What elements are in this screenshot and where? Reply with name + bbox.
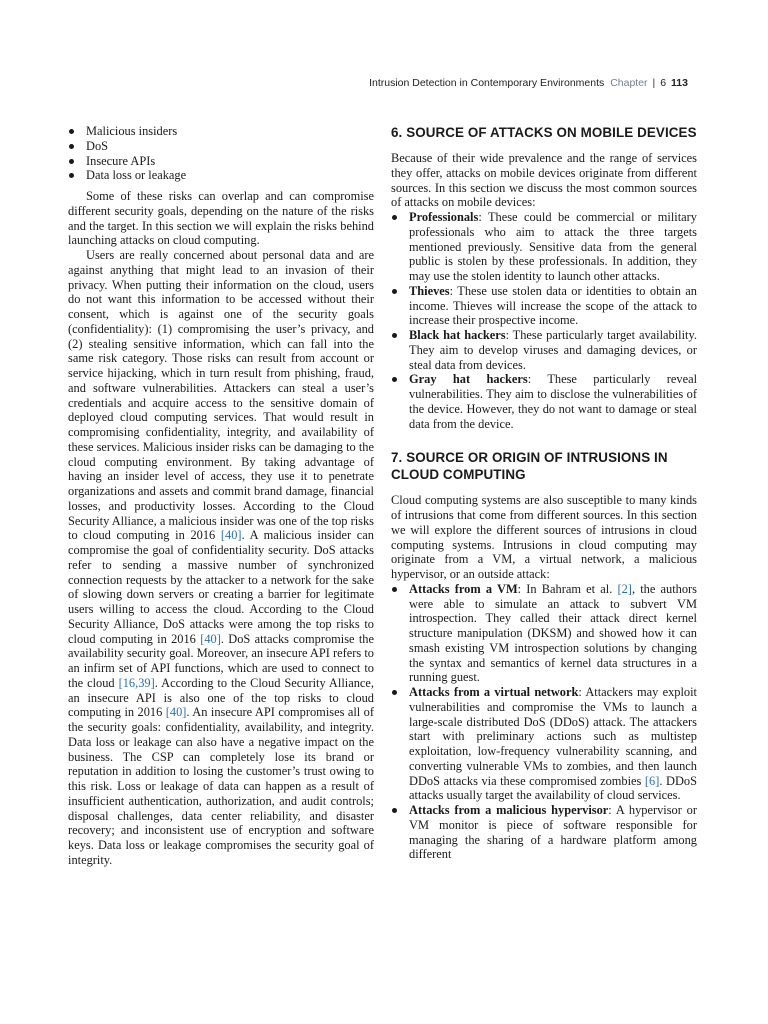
list-item-text: : These could be commercial or military professionals who aim to attack the three targets mentioned previously. Sensitive data from the general public is stolen by these professionals. In addition, they may use the stolen identity to launch other attacks. <box>409 210 697 283</box>
list-item <box>68 168 374 183</box>
citation-link[interactable]: [40] <box>220 528 242 543</box>
list-item <box>68 154 374 169</box>
list-item-term: Gray hat hackers <box>409 372 528 387</box>
bullet-icon <box>392 690 397 695</box>
list-item <box>391 210 697 284</box>
text-run: Users are really concerned about personal data and are against anything that might lead to an invasion of their privacy. When putting their information on the cloud, users do not want this information to be accessed without their consent, which is against one of the security goals (confidentiality): (1) compromising the user’s privacy, and (2) stealing sensitive information, which can fall into the same risk category. Those risks can result from account or service hijacking, which in turn result from phishing, fraud, and software vulnerabilities. Attackers can steal a user’s credentials and acquire access to the sensitive domain of deployed cloud computing services. That would result in compromising confidentiality, integrity, and availability of these services. Malicious insider risks can be damaging to the cloud computing environment. By taking advantage of having an insider level of access, they use it to penetrate organizations and assets and commit brand damage, financial losses, and productivity losses. According to the Cloud Security Alliance, a malicious insider was one of the top risks to cloud computing in 2016 <box>68 248 374 543</box>
citation-link[interactable]: [6] <box>644 773 660 788</box>
paragraph-risk-details <box>68 248 374 868</box>
header-separator: | <box>652 77 656 89</box>
bullet-icon <box>392 289 397 294</box>
mobile-attack-sources-list <box>391 210 697 431</box>
citation-link[interactable]: [40] <box>200 631 221 646</box>
bullet-icon <box>392 587 397 592</box>
page-number: 113 <box>671 77 688 89</box>
bullet-icon <box>69 129 74 134</box>
left-column <box>68 124 374 868</box>
right-column <box>391 124 697 862</box>
text-run: . DoS attacks compromise the availability security goal. Moreover, an insecure API refers to an infirm set of API functions, which are used to connect to the cloud <box>68 631 374 690</box>
bullet-icon <box>69 144 74 149</box>
list-item-term: Attacks from a virtual network <box>409 685 579 699</box>
list-item-text: : These use stolen data or identities to obtain an income. Thieves will increase the scope of the attack to increase their prospective income. <box>409 283 697 328</box>
text-run: : A hypervisor or VM monitor is piece of software responsible for managing the sharing of a hardware platform among different <box>409 803 697 862</box>
bullet-icon <box>69 173 74 178</box>
book-title: Intrusion Detection in Contemporary Environments <box>369 77 605 89</box>
list-item-text: Malicious insiders <box>86 124 178 138</box>
text-run: , the authors were able to simulate an attack to subvert VM introspection. They called their attack direct kernel structure manipulation (DKSM) and showed how it can smash existing VM introspection solutions by changing the syntax and semantics of kernel data structures in a running guest. <box>409 581 697 685</box>
list-item-text: : These particularly reveal vulnerabilities. They aim to disclose the vulnerabilities of the device. However, they do not want to damage or steal data from the device. <box>409 372 698 431</box>
list-item-term: Professionals <box>409 210 479 224</box>
bullet-icon <box>392 377 397 382</box>
intrusion-sources-list <box>391 582 697 862</box>
citation-link[interactable]: [40] <box>165 705 187 720</box>
text-run: : In Bahram et al. <box>517 581 618 596</box>
section-6-heading: 6. SOURCE OF ATTACKS ON MOBILE DEVICES <box>391 125 697 140</box>
bullet-icon <box>392 808 397 813</box>
list-item <box>391 685 697 803</box>
text-run: . DDoS attacks usually target the availability of cloud services. <box>409 773 697 803</box>
bullet-icon <box>392 215 397 220</box>
section-7-heading: 7. SOURCE OR ORIGIN OF INTRUSIONS IN CLOUD COMPUTING <box>391 450 668 483</box>
chapter-number: 6 <box>660 77 667 89</box>
list-item-text: DoS <box>86 138 109 153</box>
bullet-icon <box>392 333 397 338</box>
list-item <box>391 372 697 431</box>
running-head <box>369 77 688 93</box>
text-run: . A malicious insider can compromise the goal of confidentiality security. DoS attacks refer to sending a massive number of synchronized connection requests by the attacker to a network for the sake of slowing down servers or creating a barrier for legitimate users willing to access the cloud. According to the Cloud Security Alliance, DoS attacks were among the top risks to cloud computing in 2016 <box>68 528 374 646</box>
list-item-text: Data loss or leakage <box>86 168 187 183</box>
list-item-term: Thieves <box>409 283 450 298</box>
paragraph-risks-intro: Some of these risks can overlap and can compromise different security goals, depending on the nature of the risks and the target. In this section we will explain the risks behind launching attacks on cloud computing. <box>68 189 374 248</box>
list-item-text: Insecure APIs <box>86 153 156 168</box>
text-run: . According to the Cloud Security Alliance, an insecure API is also one of the top risks to cloud computing in 2016 <box>68 675 374 720</box>
list-item <box>391 328 697 372</box>
text-run: : Attackers may exploit vulnerabilities and compromise the VMs to launch a large-scale distributed DoS (DDoS) attack. The attackers start with preliminary actions such as multistep exploitation, low-frequency vulnerability scanning, and converting vulnerable VMs to zombies, and then launch DDoS attacks via these compromised zombies <box>409 685 697 788</box>
text-run: . An insecure API compromises all of the security goals: confidentiality, availability, and integrity. Data loss or leakage can also have a negative impact on the business. The CSP can completely lose its brand or reputation in addition to losing the customer’s trust owing to this risk. Loss or leakage of data can happen as a result of insufficient authentication, authorization, and audit controls; disposal challenges, data center reliability, and disaster recovery; and inconsistent use of encryption and software keys. Data loss or leakage compromises the security goal of integrity. <box>68 705 374 867</box>
list-item <box>68 124 374 139</box>
list-item <box>391 284 697 328</box>
section-7-intro: Cloud computing systems are also susceptible to many kinds of intrusions that come from different sources. In this section we will explore the different sources of intrusions in cloud computing systems. Intrusions in cloud computing may originate from a VM, a virtual network, a malicious hypervisor, or an outside attack: <box>391 493 697 581</box>
citation-link[interactable]: [2] <box>617 581 632 596</box>
list-item <box>68 139 374 154</box>
list-item-term: Attacks from a malicious hypervisor <box>409 803 609 817</box>
list-item-term: Black hat hackers <box>409 328 506 342</box>
risk-list <box>68 124 374 183</box>
list-item-term: Attacks from a VM <box>409 581 518 596</box>
list-item <box>391 803 697 862</box>
citation-link[interactable]: [16,39] <box>118 675 155 690</box>
bullet-icon <box>69 159 74 164</box>
chapter-label: Chapter <box>610 77 648 89</box>
list-item <box>391 582 697 685</box>
list-item-text: : These particularly target availability. They aim to develop viruses and damaging devices, or steal data from devices. <box>409 328 697 372</box>
section-6-intro: Because of their wide prevalence and the range of services they offer, attacks on mobile devices originate from different sources. In this section we discuss the most common sources of attacks on mobile devices: <box>391 151 697 210</box>
